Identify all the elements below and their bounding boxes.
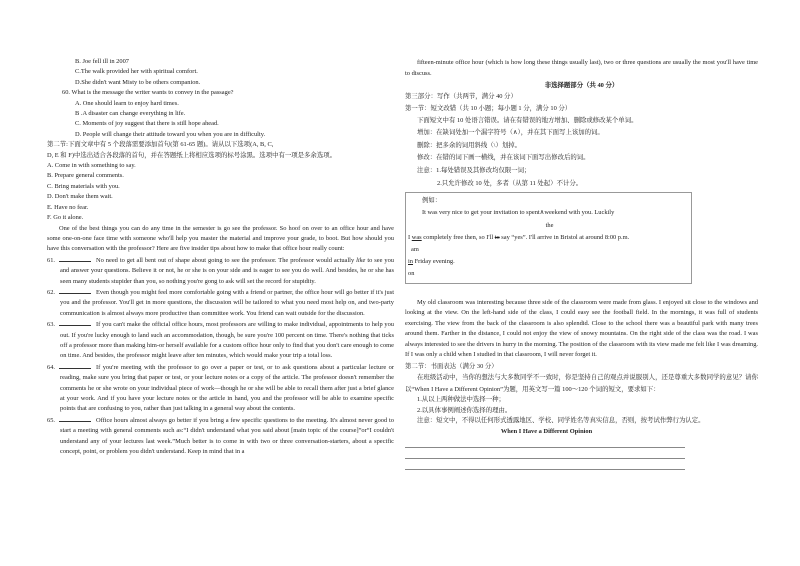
example-correction-1: am (411, 245, 419, 253)
item-number: 64. (47, 363, 55, 371)
example-label: 例如： (422, 197, 442, 205)
item-text: If you're meeting with the professor to go over a paper or test, or to ask questions about a particular lecture or reading, make sure you bring that paper or test, or your lecture notes or a copy of the article. The professor doesn't remember the comments he or she wrote on your individual piece of work—though he or she will be able to recall them after just a brief glance at your work. And if you have your lecture notes or the article in hand, you and the professor will be able to examine specific points that are confusing to you, rather than just talking in a general way about the contents. (60, 363, 394, 413)
q60-question: 60. What is the message the writer wants to convey in the passage? (62, 89, 234, 97)
item-number: 65. (47, 416, 55, 424)
answer-blank[interactable] (59, 255, 91, 262)
writing-line[interactable] (405, 448, 685, 459)
passage-item-62 (47, 287, 394, 319)
section2-instruction-2: D, E 和 F)中选出适合各段落的首句，并在答题纸上将相应选项的标号涂黑。选项中有一项是多余选项。 (47, 151, 336, 159)
q60-option-b: B .A disaster can change everything in life. (75, 110, 186, 118)
example-text: I (408, 233, 412, 241)
q59-option-c: C.The walk provided her with spiritual comfort. (75, 68, 198, 76)
section2-instruction-1: 第二节:下面文章中有 5 个段落需要添加首句(第 61-65 题)。请从以下选项(A, B, C, (47, 141, 274, 149)
choice-d: D. Don't make them wait. (47, 193, 113, 201)
example-insert-word: the (545, 221, 554, 229)
section2-heading: 第二节：书面表达（满分 30 分） (405, 362, 498, 370)
underlined-word: was (411, 233, 422, 241)
item-text-after: to see you and answer your questions. Believe it or not, he or she is on your side and is eager to see you do well. And besides, he or she has seen many students stupider than you, so nothing you're gong to ask will set the record for stupidity. (60, 256, 394, 285)
note-1: 注意：1.每处错误及其修改均仅限一词； (417, 166, 531, 174)
section1-heading: 第一节：短文改错（共 10 小题；每小题 1 分，满分 10 分） (405, 105, 572, 112)
q59-option-d: D.She didn't want Misty to be others companion. (75, 78, 201, 86)
passage-item-65 (47, 415, 394, 458)
example-box (405, 192, 692, 283)
choice-e: E. Have no fear. (47, 203, 89, 211)
passage-intro: One of the best things you can do any time in the semester is go see the professor. So hoof on over to an office hour and have some one-on-one face time with someone who'll help you master the material and improve your grade, to boot. But how should you have this conversation with the professor? Here are five insider tips about how to make that office hour really count: (47, 224, 394, 253)
q60-option-c: C. Moments of joy suggest that there is still hope ahead. (75, 120, 219, 128)
instruction-1: 下面短文中有 10 处语言错误。请在有错误的地方增加、删除或修改某个单词。 (417, 116, 638, 124)
item-number: 62. (47, 288, 55, 296)
error-correction-passage: My old classroom was interesting because three side of the classroom were made from glass. I enjoyed sit close to the windows and looking at the view. On the left-hand side of the class, I could easy see the football field. In the mornings, it was full of students exercising. The view from the back of the classroom is also splendid. Close to the school there was a beautiful park with many trees around them. Farther in the distance, I could not enjoy the view of snowy mountains. On the right side of the class was the road. I was always interested to see the drivers in hurry in the morning. The position of the classroom with its view made me felt like I was dreaming. If I was only a child when I studied in that classroom, I will never forget it. (405, 298, 758, 359)
example-text: completely free then, so I'll (421, 233, 495, 241)
passage-item-64 (47, 362, 394, 415)
writing-prompt: 在班级活动中，当你的想法与大多数同学不一致时，你是坚持自己的观点并说服别人，还是尊重大多数同学的意见？请你以“When I Have a Different Opinion”为题，用英文写一篇 100～120 个词的短文，要求如下： (405, 374, 758, 393)
struck-word: to (494, 233, 500, 241)
part-heading: 非选择题部分（共 40 分） (544, 81, 619, 89)
choice-b: B. Prepare general comments. (47, 172, 124, 180)
item-text: If you can't make the official office hours, most professors are willing to make individual, appointments to help you out. If you're lucky enough to land such an accommodation, though, be sure you're 100 percent on time. There's nothing that ticks off a professor more than making him-or herself available for a custom office hour only to find that you don't care enough to come on time. And besides, the professor might leave after ten minutes, which would make your trip a total loss. (60, 321, 394, 360)
item-text: Even though you might feel more comfortable going with a friend or partner, the office hour will go better if it's just you and the professor. You'll get in more questions, the discussion will be tailored to what you need most help on, and two-party communication is almost always more productive than committee work. You friend can wait outside for the discussion. (60, 288, 394, 317)
example-line-1: It was very nice to get your invitation to spent∧weekend with you. Luckily (422, 209, 615, 217)
item-number: 63. (47, 321, 55, 329)
example-correction-2: on (408, 270, 415, 278)
choice-f: F. Go it alone. (47, 214, 84, 222)
q59-option-b: B. Joe fell ill in 2007 (75, 58, 129, 65)
note: 注意：短文中，不得以任何形式透露地区、学校、同学姓名等真实信息，否则，按考试作弊行为认定。 (417, 417, 705, 425)
left-column (47, 57, 394, 457)
item-italic: like (356, 256, 366, 264)
answer-blank[interactable] (59, 287, 91, 294)
instruction-delete: 删除：把多余的词用斜线（\）划掉。 (417, 141, 522, 149)
item-text: No need to get all bent out of shape about going to see the professor. The professor would actually (96, 256, 357, 264)
requirement-1: 1.从以上两种做法中选择一种； (417, 396, 505, 404)
choice-a: A. Come in with something to say. (47, 162, 136, 170)
choice-c: C. Bring materials with you. (47, 182, 120, 190)
instruction-add: 增加：在缺词处加一个漏字符号（∧），并在其下面写上该加的词。 (417, 129, 604, 137)
answer-blank[interactable] (59, 362, 91, 369)
answer-blank[interactable] (59, 415, 91, 422)
example-text: Friday evening. (412, 258, 455, 266)
right-column (405, 57, 758, 470)
passage-continuation: fifteen-minute office hour (which is how long these things usually last), two or three questions are usually the most you'll have time to discuss. (405, 59, 758, 78)
passage-items (47, 255, 394, 458)
writing-line[interactable] (405, 459, 685, 470)
item-text: Office hours almost always go better if you bring a few specific questions to the meeting. It's almost never good to start a meeting with general comments such as:“I didn't understand what you said about [main topic of the course]”or“I couldn't understand any of your lectures last week.”Much better is to come in with two or three conversation-starters, about a specific concept, point, or problem you didn't understand. Keep in mind that in a (60, 416, 394, 456)
q60-option-a: A. One should learn to enjoy hard times. (75, 99, 179, 107)
example-line-3 (408, 256, 691, 268)
essay-title: When I Have a Different Opinion (500, 427, 593, 435)
example-text: say “yes”. I'll arrive in Bristol at around 8:00 p.m. (499, 233, 630, 241)
part3-heading: 第三部分：写作（共两节，满分 40 分） (405, 93, 517, 101)
item-number: 61. (47, 256, 55, 264)
requirement-2: 2.以具体事例阐述你选择的理由。 (417, 406, 512, 414)
writing-line[interactable] (405, 437, 685, 448)
passage-item-63 (47, 319, 394, 362)
passage-item-61 (47, 255, 394, 287)
example-line-2 (408, 232, 691, 244)
answer-blank[interactable] (59, 319, 91, 326)
instruction-modify: 修改：在错的词下画一横线，并在该词下面写出修改后的词。 (417, 154, 590, 162)
q60-option-d: D. People will change their attitude toward you when you are in difficulty. (75, 130, 266, 138)
note-2: 2.只允许修改 10 处，多者（从第 11 处起）不计分。 (437, 179, 583, 187)
underlined-word: in (408, 258, 413, 266)
